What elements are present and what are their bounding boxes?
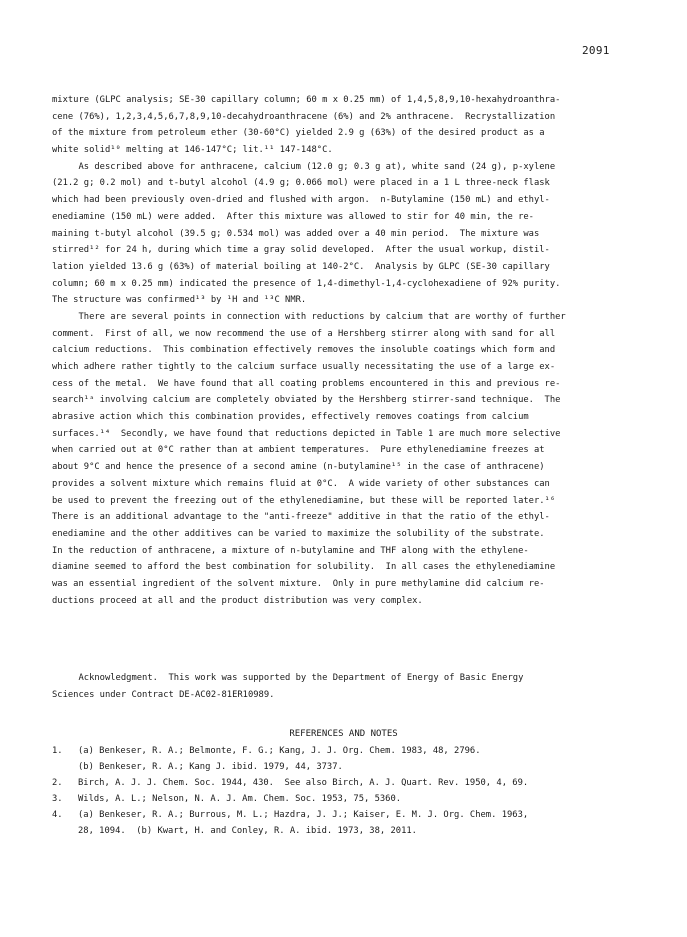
reference-text: (a) Benkeser, R. A.; Burrous, M. L.; Hazdra, J. J.; Kaiser, E. M. J. Org. Chem. 1963, bbox=[78, 810, 529, 820]
body-line: ductions proceed at all and the product distribution was very complex. bbox=[52, 595, 423, 606]
reference-text: (a) Benkeser, R. A.; Belmonte, F. G.; Kang, J. J. Org. Chem. 1983, 48, 2796. bbox=[78, 746, 481, 756]
ack-line: Acknowledgment. This work was supported by the Department of Energy of Basic Energy bbox=[52, 673, 524, 683]
page-number: 2091 bbox=[582, 44, 610, 57]
reference-item bbox=[52, 791, 652, 807]
body-line: In the reduction of anthracene, a mixture of n-butylamine and THF along with the ethylene- bbox=[52, 545, 529, 556]
references-list bbox=[52, 743, 652, 839]
reference-text: (b) Benkeser, R. A.; Kang J. ibid. 1979, 44, 3737. bbox=[78, 762, 343, 772]
body-line: (21.2 g; 0.2 mol) and t-butyl alcohol (4.9 g; 0.066 mol) were placed in a 1 L three-neck flask bbox=[52, 178, 550, 189]
reference-number: 1. bbox=[52, 746, 63, 756]
body-line: was an essential ingredient of the solvent mixture. Only in pure methylamine did calcium re- bbox=[52, 578, 545, 589]
body-line: when carried out at 0°C rather than at ambient temperatures. Pure ethylenediamine freezes at bbox=[52, 445, 545, 456]
body-line: enediamine (150 mL) were added. After this mixture was allowed to stir for 40 min, the re- bbox=[52, 211, 534, 222]
body-line: which had been previously oven-dried and flushed with argon. n-Butylamine (150 mL) and ethyl- bbox=[52, 195, 550, 206]
references-heading: REFERENCES AND NOTES bbox=[289, 729, 398, 739]
reference-text: 28, 1094. (b) Kwart, H. and Conley, R. A. ibid. 1973, 38, 2011. bbox=[78, 826, 417, 836]
body-line: provides a solvent mixture which remains fluid at 0°C. A wide variety of other substances can bbox=[52, 478, 550, 489]
reference-number: 3. bbox=[52, 794, 63, 804]
body-line: comment. First of all, we now recommend the use of a Hershberg stirrer along with sand for all bbox=[52, 328, 556, 339]
body-line: column; 60 m x 0.25 mm) indicated the presence of 1,4-dimethyl-1,4-cyclohexadiene of 92% purity. bbox=[52, 278, 561, 289]
body-text bbox=[52, 92, 636, 609]
body-line: As described above for anthracene, calcium (12.0 g; 0.3 g at), white sand (24 g), p-xylene bbox=[52, 161, 556, 172]
body-line: surfaces.¹⁴ Secondly, we have found that reductions depicted in Table 1 are much more selective bbox=[52, 428, 561, 439]
reference-item bbox=[52, 775, 652, 791]
body-line: cene (76%), 1,2,3,4,5,6,7,8,9,10-decahydroanthracene (6%) and 2% anthracene. Recrystallization bbox=[52, 111, 556, 122]
body-line: The structure was confirmed¹³ by ¹H and ¹³C NMR. bbox=[52, 295, 307, 306]
body-line: cess of the metal. We have found that all coating problems encountered in this and previous re- bbox=[52, 378, 561, 389]
reference-text: Birch, A. J. J. Chem. Soc. 1944, 430. See also Birch, A. J. Quart. Rev. 1950, 4, 69. bbox=[78, 778, 529, 788]
body-line: be used to prevent the freezing out of the ethylenediamine, but these will be reported later.¹⁶ bbox=[52, 495, 556, 506]
body-line: about 9°C and hence the presence of a second amine (n-butylamine¹⁵ in the case of anthracene) bbox=[52, 462, 545, 473]
reference-item bbox=[52, 743, 652, 759]
body-line: of the mixture from petroleum ether (30-60°C) yielded 2.9 g (63%) of the desired product as a bbox=[52, 128, 545, 139]
body-line: calcium reductions. This combination effectively removes the insoluble coatings which form and bbox=[52, 345, 556, 356]
reference-number: 2. bbox=[52, 778, 63, 788]
ack-line: Sciences under Contract DE-AC02-81ER10989. bbox=[52, 689, 275, 700]
reference-item bbox=[52, 807, 652, 823]
body-line: enediamine and the other additives can be varied to maximize the solubility of the substrate. bbox=[52, 528, 545, 539]
body-line: abrasive action which this combination provides, effectively removes coatings from calcium bbox=[52, 412, 529, 423]
reference-number: 4. bbox=[52, 810, 63, 820]
reference-text: Wilds, A. L.; Nelson, N. A. J. Am. Chem. Soc. 1953, 75, 5360. bbox=[78, 794, 402, 804]
body-line: which adhere rather tightly to the calcium surface usually necessitating the use of a large ex- bbox=[52, 362, 556, 372]
body-line: mixture (GLPC analysis; SE-30 capillary column; 60 m x 0.25 mm) of 1,4,5,8,9,10-hexahydroanthra- bbox=[52, 95, 561, 105]
body-line: maining t-butyl alcohol (39.5 g; 0.534 mol) was added over a 40 min period. The mixture was bbox=[52, 228, 540, 239]
acknowledgment bbox=[52, 670, 636, 703]
body-line: stirred¹² for 24 h, during which time a gray solid developed. After the usual workup, distil- bbox=[52, 245, 550, 256]
body-line: There are several points in connection with reductions by calcium that are worthy of further bbox=[52, 311, 566, 322]
body-line: white solid¹⁰ melting at 146-147°C; lit.¹¹ 147-148°C. bbox=[52, 145, 333, 156]
body-line: lation yielded 13.6 g (63%) of material boiling at 140-2°C. Analysis by GLPC (SE-30 capillary bbox=[52, 261, 550, 272]
body-line: There is an additional advantage to the "anti-freeze" additive in that the ratio of the ethyl- bbox=[52, 512, 550, 523]
body-line: diamine seemed to afford the best combination for solubility. In all cases the ethylenediamine bbox=[52, 562, 556, 573]
body-line: search¹ᵃ involving calcium are completely obviated by the Hershberg stirrer-sand technique. The bbox=[52, 395, 561, 406]
